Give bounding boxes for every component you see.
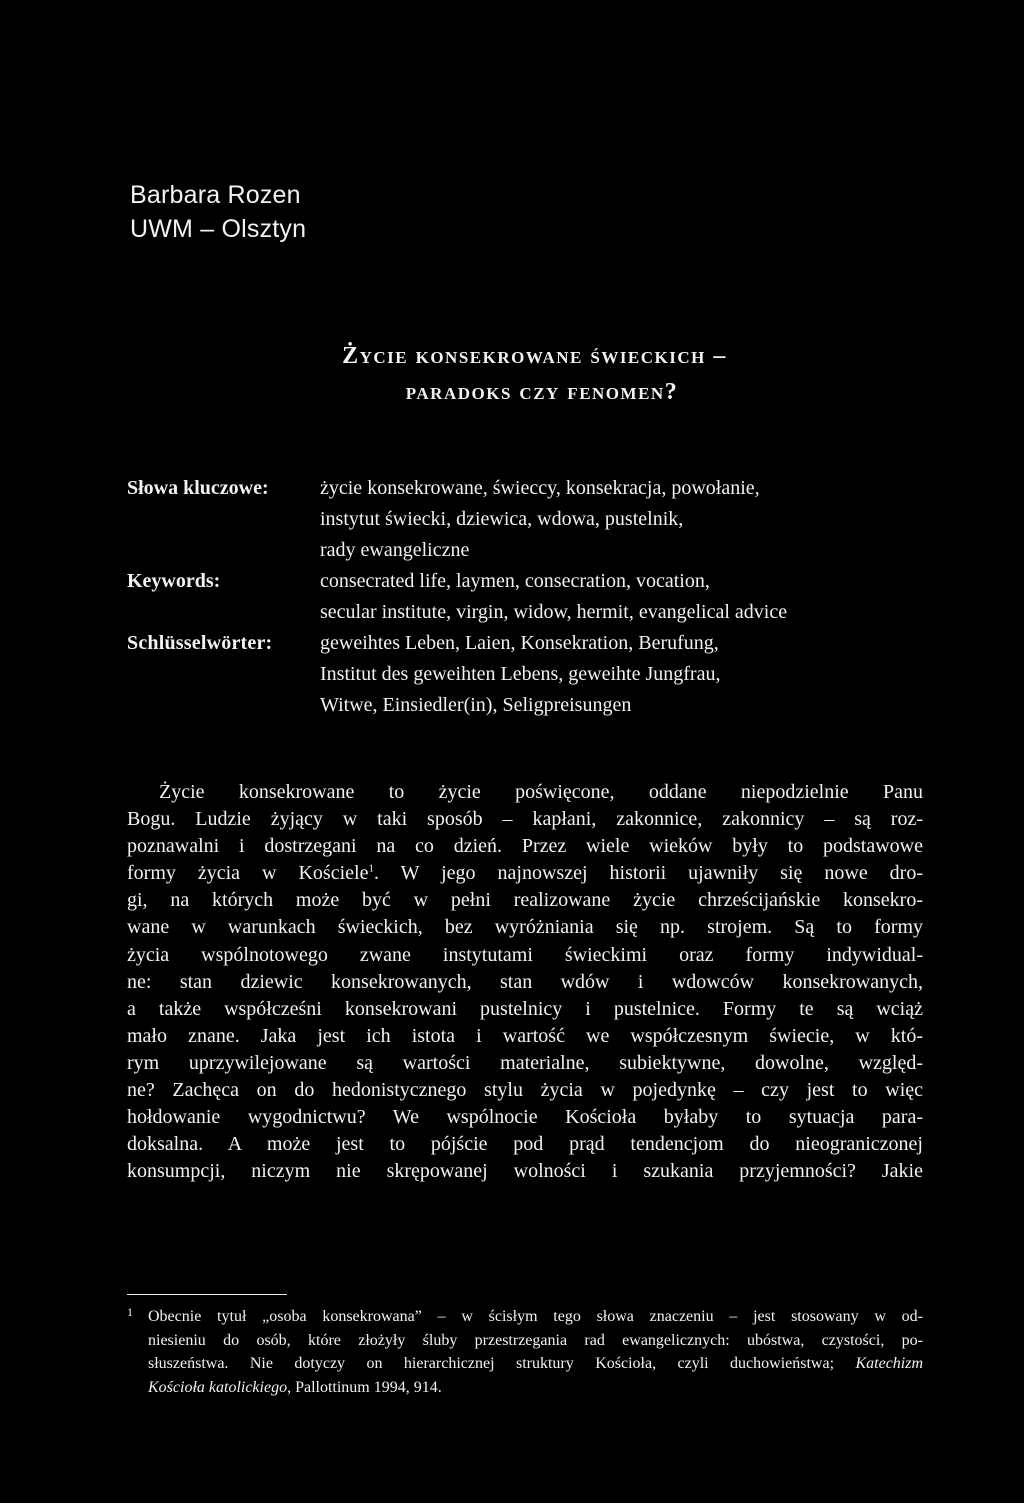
keywords-pl-line: rady ewangeliczne	[320, 539, 470, 561]
footnote-line-4	[148, 1376, 923, 1400]
keywords-german	[127, 628, 927, 721]
body-line: Bogu. Ludzie żyjący w taki sposób – kapłani, zakonnice, zakonnicy – są roz-	[127, 808, 923, 831]
keywords-polish	[127, 473, 927, 566]
footnote-italic-title: Katechizm	[855, 1355, 924, 1372]
keywords-de-line: Witwe, Einsiedler(in), Seligpreisungen	[320, 694, 632, 716]
body-line: mało znane. Jaka jest ich istota i wartość we współczesnym świecie, w któ-	[127, 1024, 923, 1047]
body-line-with-footnote: formy życia w Kościele$^1$. W jego najnowszej historii ujawniły się nowe dro-	[127, 862, 924, 885]
footnote-line: Obecnie tytuł „osoba konsekrowana” – w ścisłym tego słowa znaczeniu – jest stosowany w od-	[148, 1308, 923, 1325]
keywords-en-label: Keywords:	[127, 570, 221, 592]
footnote-italic-source: Kościoła katolickiego	[148, 1378, 288, 1396]
body-line: rym uprzywilejowane są wartości materialne, subiektywne, dowolne, względ-	[127, 1051, 923, 1074]
article-title	[0, 338, 1024, 410]
keywords-pl-line: instytut świecki, dziewica, wdowa, pustelnik,	[320, 508, 684, 530]
body-line: doksalna. A może jest to pójście pod prąd tendencjom do nieograniczonej	[127, 1133, 923, 1156]
body-line-part: W jego najnowszej historii ujawniły się nowe dro-	[400, 862, 924, 885]
footnote-line-part: słuszeństwa. Nie dotyczy on hierarchicznej struktury Kościoła, czyli duchowieństwa;	[148, 1355, 835, 1372]
body-line: ne: stan dziewic konsekrowanych, stan wdów i wdowców konsekrowanych,	[127, 970, 923, 993]
keywords-english	[127, 566, 927, 628]
body-line: a także współcześni konsekrowani pustelnicy i pustelnice. Formy te są wciąż	[127, 997, 923, 1020]
body-line: Życie konsekrowane to życie poświęcone, oddane niepodzielnie Panu	[159, 781, 923, 803]
keywords-pl-line: życie konsekrowane, świeccy, konsekracja, powołanie,	[320, 477, 760, 499]
keywords-de-line: geweihtes Leben, Laien, Konsekration, Berufung,	[320, 632, 719, 654]
keywords-en-line: consecrated life, laymen, consecration, vocation,	[320, 570, 710, 592]
title-line-1: Życie konsekrowane świeckich –	[342, 343, 727, 369]
author-name: Barbara Rozen	[130, 181, 301, 209]
body-line: poznawalni i dostrzegani na co dzień. Przez wiele wieków były to podstawowe	[127, 835, 923, 858]
keywords-de-line: Institut des geweihten Lebens, geweihte Jungfrau,	[320, 663, 721, 685]
footnote-reference[interactable]: 1	[368, 862, 374, 875]
keywords-en-line: secular institute, virgin, widow, hermit, evangelical advice	[320, 601, 788, 623]
title-line-2: paradoks czy fenomen?	[405, 379, 679, 405]
body-line: ne? Zachęca on do hedonistycznego stylu życia w pojedynkę – czy jest to więc	[127, 1079, 923, 1102]
body-line: gi, na których może być w pełni realizowane życie chrześcijańskie konsekro-	[127, 889, 923, 912]
body-line-part: formy życia w Kościele	[127, 862, 369, 885]
keywords-pl-label: Słowa kluczowe:	[127, 477, 269, 499]
footnote	[127, 1305, 923, 1399]
body-text	[127, 779, 923, 1185]
body-line: konsumpcji, niczym nie skrępowanej wolności i szukania przyjemności? Jakie	[127, 1160, 923, 1183]
footnote-divider	[127, 1294, 287, 1295]
body-line: hołdowanie wygodnictwu? We wspólnocie Kościoła byłaby to sytuacja para-	[127, 1106, 923, 1129]
footnote-line-part: , Pallottinum 1994, 914.	[287, 1378, 442, 1396]
keywords-block	[127, 473, 927, 721]
footnote-number: 1	[127, 1305, 133, 1319]
author-affiliation: UWM – Olsztyn	[130, 215, 307, 243]
body-line: wane w warunkach świeckich, bez wyróżniania się np. strojem. Są to formy	[127, 916, 923, 939]
footnote-line: niesieniu do osób, które złożyły śluby przestrzegania rad ewangelicznych: ubóstwa, czystości, po-	[148, 1331, 923, 1349]
author-block	[130, 178, 306, 246]
keywords-de-label: Schlüsselwörter:	[127, 632, 273, 654]
footnote-line-3	[148, 1352, 923, 1376]
body-line: życia wspólnotowego zwane instytutami świeckimi oraz formy indywidual-	[127, 943, 923, 966]
